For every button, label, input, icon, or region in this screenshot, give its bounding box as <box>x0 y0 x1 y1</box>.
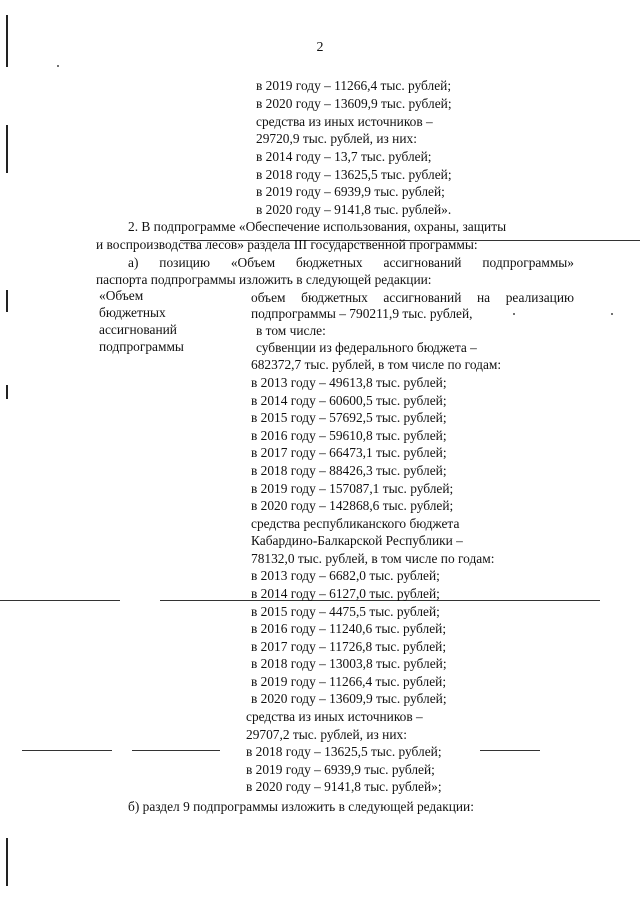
table-right-line: объем бюджетных ассигнований на реализацию <box>251 290 574 305</box>
table-right-line: в 2015 году – 57692,5 тыс. рублей; <box>251 410 447 425</box>
scan-margin-mark <box>6 290 8 312</box>
table-right-line: в 2013 году – 6682,0 тыс. рублей; <box>251 568 440 583</box>
table-right-line: в 2019 году – 6939,9 тыс. рублей; <box>246 762 435 777</box>
text-line: в 2020 году – 13609,9 тыс. рублей; <box>256 96 452 111</box>
table-right-line: в том числе: <box>256 323 326 338</box>
scan-speck <box>611 313 613 315</box>
scan-margin-mark <box>6 385 8 399</box>
page-number: 2 <box>316 40 324 55</box>
text-line: в 2014 году – 13,7 тыс. рублей; <box>256 149 432 164</box>
table-right-line: средства из иных источников – <box>246 709 423 724</box>
table-right-line: средства республиканского бюджета <box>251 516 460 531</box>
table-right-line: в 2017 году – 66473,1 тыс. рублей; <box>251 445 447 460</box>
table-right-line: 78132,0 тыс. рублей, в том числе по годам: <box>251 551 495 566</box>
table-right-line: Кабардино-Балкарской Республики – <box>251 533 463 548</box>
table-left-cell: подпрограммы <box>99 339 184 354</box>
table-right-line: в 2020 году – 9141,8 тыс. рублей»; <box>246 779 442 794</box>
table-left-cell: ассигнований <box>99 322 177 337</box>
table-left-cell: «Объем <box>99 288 144 303</box>
text-line: 29720,9 тыс. рублей, из них: <box>256 131 417 146</box>
table-right-line: в 2016 году – 59610,8 тыс. рублей; <box>251 428 447 443</box>
table-right-line: в 2018 году – 13003,8 тыс. рублей; <box>251 656 447 671</box>
paragraph-line: паспорта подпрограммы изложить в следующей редакции: <box>96 272 432 287</box>
table-right-line: субвенции из федерального бюджета – <box>256 340 477 355</box>
table-right-line: в 2014 году – 60600,5 тыс. рублей; <box>251 393 447 408</box>
scan-speck <box>513 313 515 315</box>
text-line: в 2018 году – 13625,5 тыс. рублей; <box>256 167 452 182</box>
table-right-line: в 2016 году – 11240,6 тыс. рублей; <box>251 621 447 636</box>
paragraph-line: б) раздел 9 подпрограммы изложить в следующей редакции: <box>128 799 474 814</box>
scan-line <box>132 750 220 751</box>
text-line: в 2019 году – 6939,9 тыс. рублей; <box>256 184 445 199</box>
table-right-line: подпрограммы – 790211,9 тыс. рублей, <box>251 306 473 321</box>
text-line: в 2019 году – 11266,4 тыс. рублей; <box>256 78 452 93</box>
paragraph-line: 2. В подпрограмме «Обеспечение использования, охраны, защиты <box>128 219 507 234</box>
text-line: средства из иных источников – <box>256 114 433 129</box>
scan-line <box>0 600 120 601</box>
table-right-line: в 2020 году – 142868,6 тыс. рублей; <box>251 498 454 513</box>
scan-line <box>480 750 540 751</box>
table-right-line: 29707,2 тыс. рублей, из них: <box>246 727 407 742</box>
table-right-line: 682372,7 тыс. рублей, в том числе по годам: <box>251 357 502 372</box>
paragraph-line: и воспроизводства лесов» раздела III государственной программы: <box>96 237 478 252</box>
paragraph-line: а) позицию «Объем бюджетных ассигнований подпрограммы» <box>128 255 574 270</box>
text-line: в 2020 году – 9141,8 тыс. рублей». <box>256 202 452 217</box>
table-right-line: в 2015 году – 4475,5 тыс. рублей; <box>251 604 440 619</box>
table-right-line: в 2018 году – 13625,5 тыс. рублей; <box>246 744 442 759</box>
table-right-line: в 2020 году – 13609,9 тыс. рублей; <box>251 691 447 706</box>
table-right-line: в 2018 году – 88426,3 тыс. рублей; <box>251 463 447 478</box>
table-right-line: в 2017 году – 11726,8 тыс. рублей; <box>251 639 447 654</box>
table-right-line: в 2019 году – 157087,1 тыс. рублей; <box>251 481 454 496</box>
scan-line <box>22 750 112 751</box>
scan-margin-mark <box>6 125 8 173</box>
table-right-line: в 2013 году – 49613,8 тыс. рублей; <box>251 375 447 390</box>
table-right-line: в 2019 году – 11266,4 тыс. рублей; <box>251 674 447 689</box>
table-left-cell: бюджетных <box>99 305 166 320</box>
scan-margin-mark <box>6 838 8 886</box>
scan-speck <box>57 65 59 67</box>
table-right-line: в 2014 году – 6127,0 тыс. рублей; <box>251 586 440 601</box>
